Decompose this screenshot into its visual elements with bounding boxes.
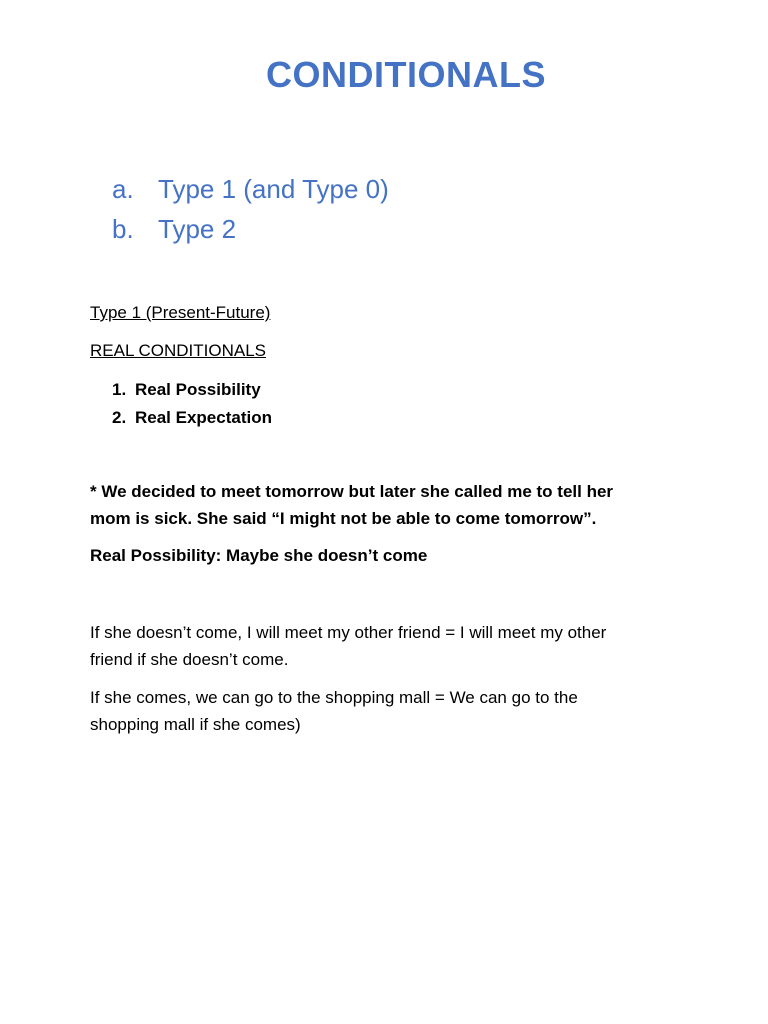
numbered-marker: 1. bbox=[112, 380, 127, 399]
numbered-item bbox=[112, 406, 272, 434]
sentence-line: shopping mall if she comes) bbox=[90, 715, 301, 734]
section-heading: Type 1 (Present-Future) bbox=[90, 303, 271, 322]
numbered-list bbox=[112, 378, 272, 434]
outline-item bbox=[112, 170, 389, 210]
outline-text: Type 2 bbox=[158, 214, 237, 244]
sentence-line: If she comes, we can go to the shopping mall = We can go to the bbox=[90, 688, 578, 707]
numbered-text: Real Possibility bbox=[135, 380, 261, 399]
outline-list bbox=[112, 170, 389, 250]
outline-marker: b. bbox=[112, 214, 134, 244]
page-title: CONDITIONALS bbox=[266, 54, 546, 95]
sentence-line: If she doesn’t come, I will meet my other friend = I will meet my other bbox=[90, 623, 607, 642]
example-line: mom is sick. She said “I might not be able to come tomorrow”. bbox=[90, 509, 597, 528]
numbered-marker: 2. bbox=[112, 408, 127, 427]
possibility-line: Real Possibility: Maybe she doesn’t come bbox=[90, 546, 428, 565]
outline-item bbox=[112, 210, 389, 250]
numbered-item bbox=[112, 378, 272, 406]
subheading: REAL CONDITIONALS bbox=[90, 341, 267, 360]
example-paragraph bbox=[90, 478, 690, 532]
outline-marker: a. bbox=[112, 174, 134, 204]
sentence-paragraph bbox=[90, 684, 690, 738]
outline-text: Type 1 (and Type 0) bbox=[158, 174, 389, 204]
numbered-text: Real Expectation bbox=[135, 408, 272, 427]
example-line: * We decided to meet tomorrow but later she called me to tell her bbox=[90, 482, 614, 501]
sentence-line: friend if she doesn’t come. bbox=[90, 650, 289, 669]
sentence-paragraph bbox=[90, 619, 690, 673]
